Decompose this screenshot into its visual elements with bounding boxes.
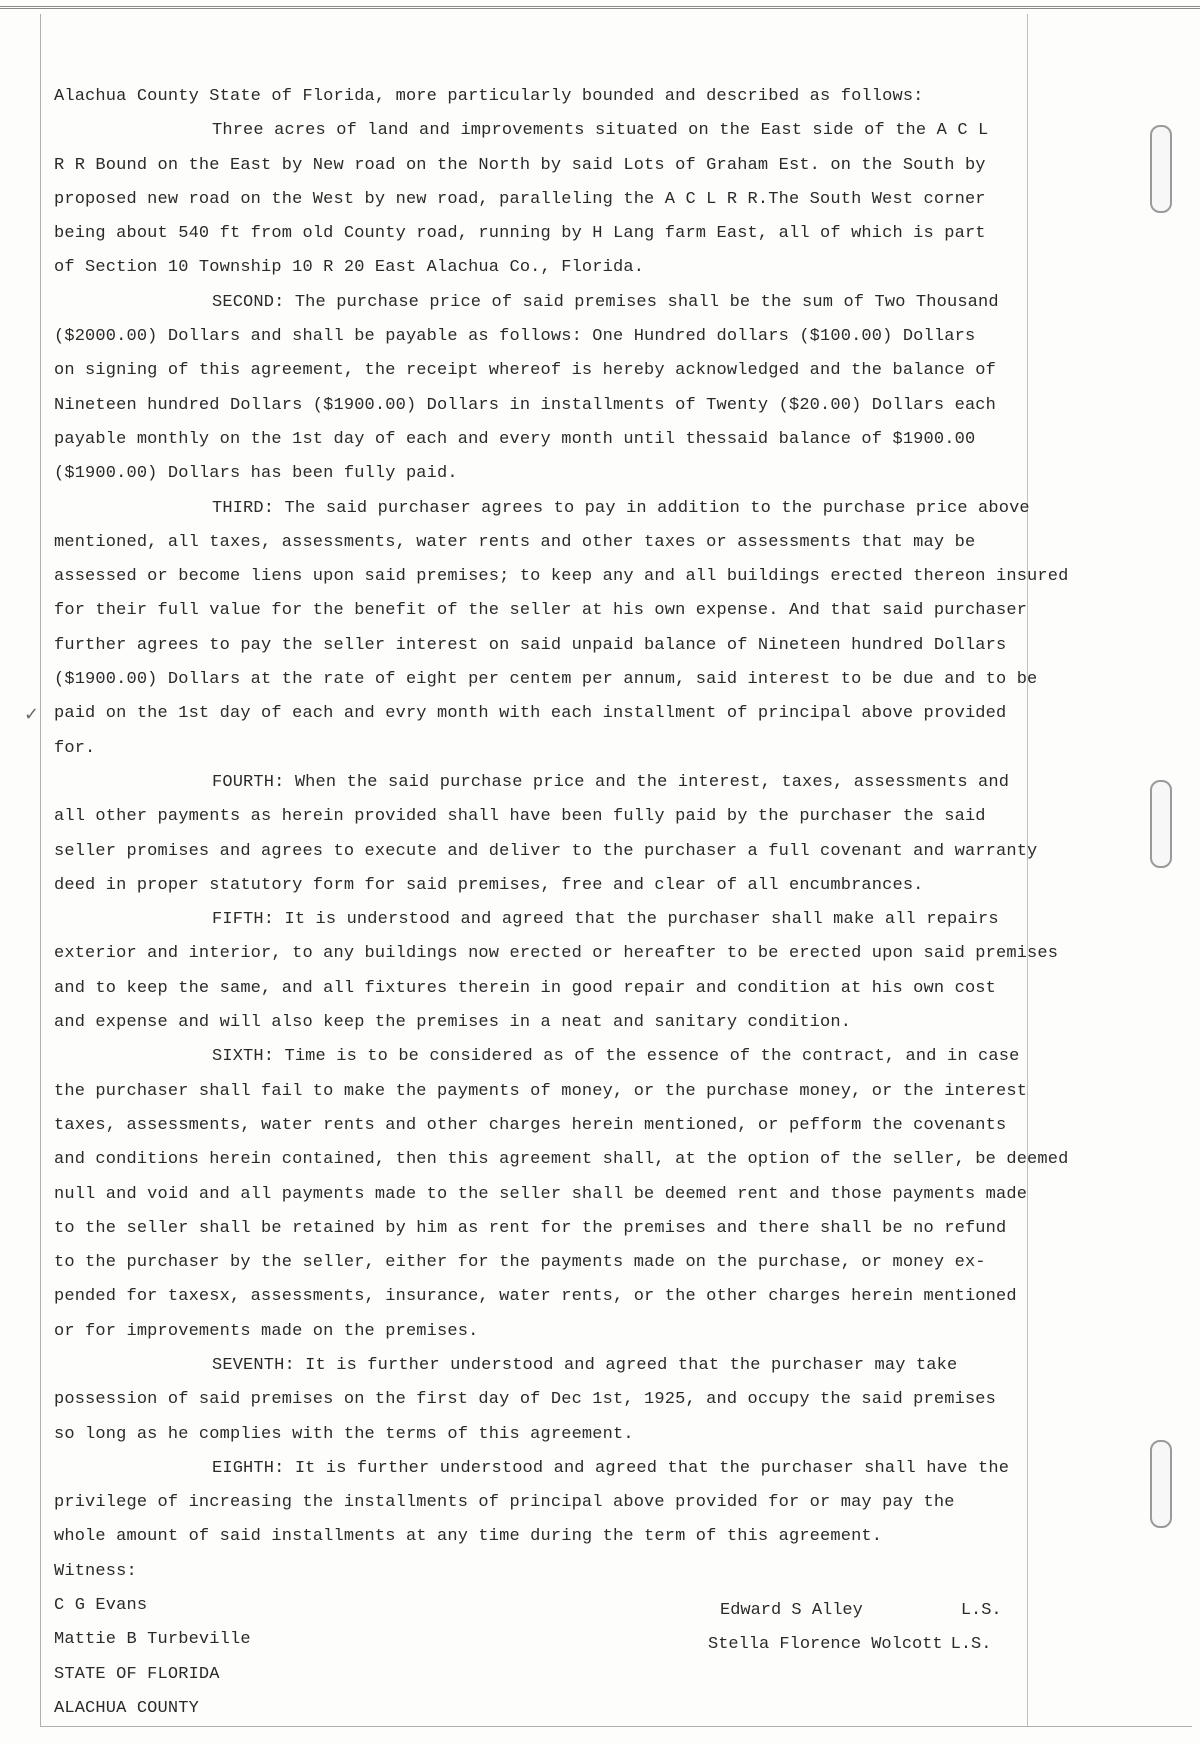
- text-line: whole amount of said installments at any time during the term of this agreement.: [54, 1527, 883, 1547]
- text-line: Nineteen hundred Dollars ($1900.00) Dollars in installments of Twenty ($20.00) Dollars each: [54, 395, 997, 415]
- text-line: to the seller shall be retained by him as rent for the premises and there shall be no refund: [54, 1218, 1007, 1238]
- text-line: Alachua County State of Florida, more particularly bounded and described as follows:: [54, 87, 924, 106]
- text-line: taxes, assessments, water rents and other charges herein mentioned, or pefform the covenants: [54, 1115, 1007, 1135]
- text-line: mentioned, all taxes, assessments, water rents and other taxes or assessments that may be: [54, 532, 976, 552]
- text-line: SECOND: The purchase price of said premises shall be the sum of Two Thousand: [212, 292, 999, 312]
- signature-line-2: [708, 1635, 991, 1654]
- text-line: EIGHTH: It is further understood and agreed that the purchaser shall have the: [212, 1458, 1010, 1478]
- signature-line-1: [720, 1601, 1002, 1620]
- text-line: exterior and interior, to any buildings now erected or hereafter to be erected upon said premises: [54, 944, 1059, 964]
- text-line: FIFTH: It is understood and agreed that the purchaser shall make all repairs: [212, 910, 999, 930]
- text-line: Three acres of land and improvements situated on the East side of the A C L: [212, 121, 989, 141]
- binder-hole-3: [1150, 1440, 1172, 1528]
- text-line: THIRD: The said purchaser agrees to pay in addition to the purchase price above: [212, 498, 1030, 518]
- text-line: ($1900.00) Dollars has been fully paid.: [54, 464, 458, 484]
- text-line: being about 540 ft from old County road, running by H Lang farm East, all of which is part: [54, 224, 986, 244]
- text-line: of Section 10 Township 10 R 20 East Alachua Co., Florida.: [54, 258, 645, 278]
- text-line: further agrees to pay the seller interest on said unpaid balance of Nineteen hundred Dollars: [54, 635, 1007, 655]
- binder-hole-2: [1150, 780, 1172, 868]
- text-line: and conditions herein contained, then this agreement shall, at the option of the seller, be deemed: [54, 1150, 1069, 1170]
- seal-mark: L.S.: [960, 1601, 1002, 1620]
- text-line: seller promises and agrees to execute and deliver to the purchaser a full covenant and warranty: [54, 841, 1038, 861]
- text-line: for.: [54, 738, 96, 758]
- text-line: for their full value for the benefit of the seller at his own expense. And that said purchaser: [54, 601, 1028, 621]
- text-line: so long as he complies with the terms of this agreement.: [54, 1424, 634, 1444]
- text-line: and expense and will also keep the premises in a neat and sanitary condition.: [54, 1013, 852, 1033]
- text-line: ($1900.00) Dollars at the rate of eight per centem per annum, said interest to be due and to be: [54, 670, 1038, 690]
- text-line: C G Evans: [54, 1596, 148, 1616]
- seller-name: Edward S Alley: [720, 1601, 863, 1620]
- text-line: possession of said premises on the first day of Dec 1st, 1925, and occupy the said premises: [54, 1390, 997, 1410]
- margin-check-mark: ✓: [24, 704, 40, 725]
- text-line: payable monthly on the 1st day of each and every month until thessaid balance of $1900.00: [54, 429, 976, 449]
- text-line: to the purchaser by the seller, either for the payments made on the purchase, or money ex-: [54, 1253, 986, 1273]
- agreement-body-text: [54, 80, 1094, 1726]
- text-line: FOURTH: When the said purchase price and the interest, taxes, assessments and: [212, 772, 1010, 792]
- text-line: Witness:: [54, 1561, 137, 1581]
- top-border-rule: [0, 6, 1200, 9]
- text-line: ALACHUA COUNTY: [54, 1698, 199, 1718]
- text-line: Mattie B Turbeville: [54, 1630, 251, 1650]
- text-line: proposed new road on the West by new road, paralleling the A C L R R.The South West corner: [54, 189, 986, 209]
- text-line: SIXTH: Time is to be considered as of the essence of the contract, and in case: [212, 1047, 1020, 1067]
- text-line: null and void and all payments made to the seller shall be deemed rent and those payments made: [54, 1184, 1028, 1204]
- text-line: pended for taxesx, assessments, insurance, water rents, or the other charges herein mentioned: [54, 1287, 1017, 1307]
- binder-hole-1: [1150, 125, 1172, 213]
- text-line: deed in proper statutory form for said premises, free and clear of all encumbrances.: [54, 875, 924, 895]
- text-line: ($2000.00) Dollars and shall be payable as follows: One Hundred dollars ($100.00) Dollars: [54, 327, 976, 347]
- text-line: paid on the 1st day of each and evry month with each installment of principal above provided: [54, 704, 1007, 724]
- text-line: privilege of increasing the installments of principal above provided for or may pay the: [54, 1493, 955, 1513]
- second-signer-name: Stella Florence Wolcott: [708, 1635, 943, 1654]
- text-line: the purchaser shall fail to make the payments of money, or the purchase money, or the interest: [54, 1081, 1028, 1101]
- left-margin-rule: [40, 14, 41, 1727]
- text-line: and to keep the same, and all fixtures therein in good repair and condition at his own cost: [54, 978, 997, 998]
- text-line: STATE OF FLORIDA: [54, 1664, 220, 1684]
- text-line: or for improvements made on the premises.: [54, 1321, 479, 1341]
- seal-mark: L.S.: [950, 1635, 992, 1654]
- text-line: R R Bound on the East by New road on the North by said Lots of Graham Est. on the South by: [54, 155, 986, 175]
- text-line: assessed or become liens upon said premises; to keep any and all buildings erected thereon insured: [54, 567, 1069, 587]
- text-line: SEVENTH: It is further understood and agreed that the purchaser may take: [212, 1355, 958, 1375]
- text-line: all other payments as herein provided shall have been fully paid by the purchaser the said: [54, 807, 986, 827]
- text-line: on signing of this agreement, the receipt whereof is hereby acknowledged and the balance of: [54, 361, 997, 381]
